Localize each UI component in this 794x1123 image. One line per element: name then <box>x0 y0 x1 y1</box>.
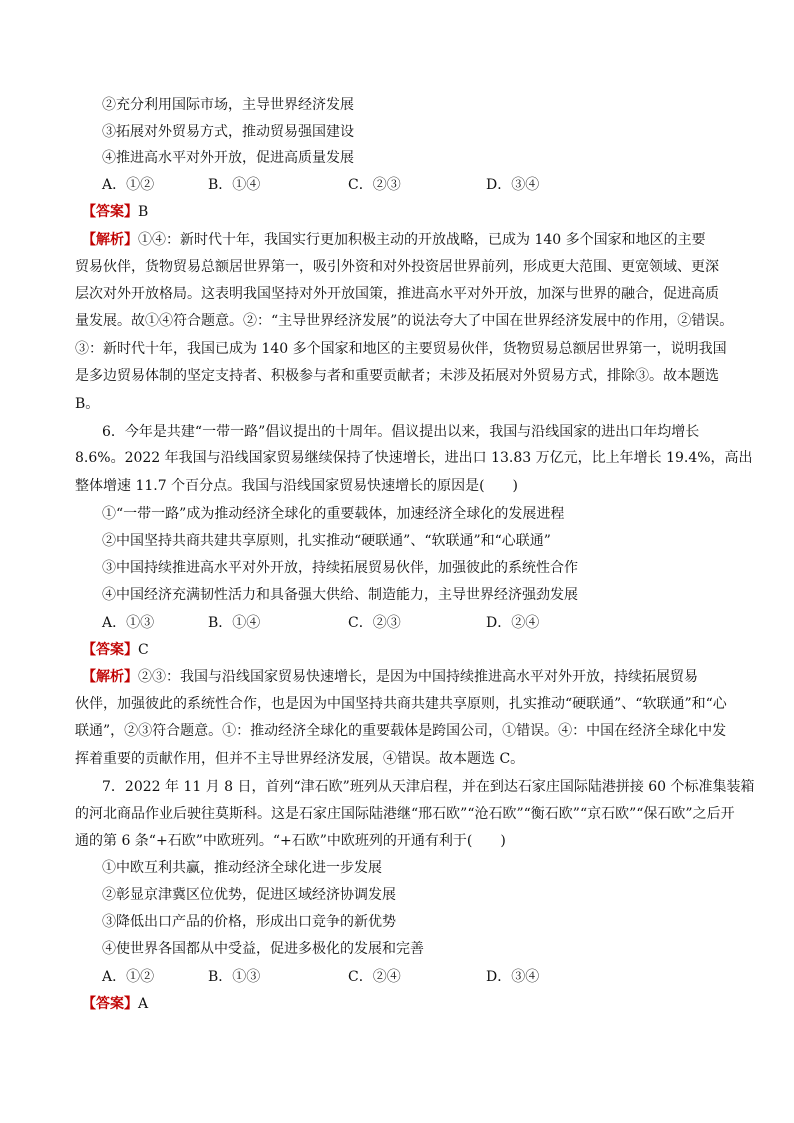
question-stem: 通的第 6 条“+石欧”中欧班列。“+石欧”中欧班列的开通有利于( ) <box>75 833 506 849</box>
option-item: ③中国持续推进高水平对外开放，持续拓展贸易伙伴，加强彼此的系统性合作 <box>102 560 578 576</box>
choice-a: A．①② <box>102 177 155 193</box>
analysis-text: ②③：我国与沿线国家贸易快速增长，是因为中国持续推进高水平对外开放，持续拓展贸易 <box>138 669 698 685</box>
choice-d: D．③④ <box>486 177 540 193</box>
choice-c: C．②④ <box>348 969 401 985</box>
analysis-line: 伙伴，加强彼此的系统性合作，也是因为中国坚持共商共建共享原则，扎实推动“硬联通”、“软联通”和“心 <box>75 696 727 712</box>
choice-d: D．③④ <box>486 969 540 985</box>
choice-a: A．①② <box>102 969 155 985</box>
answer-tag: 【答案】 <box>82 204 138 220</box>
option-item: ①中欧互利共赢，推动经济全球化进一步发展 <box>102 860 382 876</box>
analysis-line: 联通”，②③符合题意。①：推动经济全球化的重要载体是跨国公司，①错误。④：中国在经济全球化中发 <box>75 723 727 739</box>
answer-tag: 【答案】 <box>82 642 138 658</box>
choice-c: C．②③ <box>348 615 401 631</box>
choice-c: C．②③ <box>348 177 401 193</box>
choice-d: D．②④ <box>486 615 540 631</box>
analysis-tag: 【解析】 <box>82 669 138 685</box>
answer-value: C <box>138 642 149 658</box>
question-stem: 6．今年是共建“一带一路”倡议提出的十周年。倡议提出以来，我国与沿线国家的进出口年均增长 <box>102 424 700 440</box>
option-item: ②彰显京津冀区位优势，促进区域经济协调发展 <box>102 887 396 903</box>
option-item: ④推进高水平对外开放，促进高质量发展 <box>102 150 354 166</box>
answer-tag: 【答案】 <box>82 996 138 1012</box>
option-item: ②中国坚持共商共建共享原则，扎实推动“硬联通”、“软联通”和“心联通” <box>102 533 551 549</box>
analysis-line <box>82 230 742 250</box>
analysis-text: ①④：新时代十年，我国实行更加积极主动的开放战略，已成为 140 多个国家和地区的主要 <box>138 232 706 248</box>
option-item: ③拓展对外贸易方式，推动贸易强国建设 <box>102 124 354 140</box>
answer-line <box>82 640 742 660</box>
option-item: ②充分利用国际市场，主导世界经济发展 <box>102 97 354 113</box>
answer-choices <box>102 175 702 195</box>
option-item: ①“一带一路”成为推动经济全球化的重要载体，加速经济全球化的发展进程 <box>102 506 565 522</box>
analysis-line: 贸易伙伴，货物贸易总额居世界第一，吸引外资和对外投资居世界前列，形成更大范围、更宽领域、更深 <box>75 259 719 275</box>
answer-choices <box>102 967 702 987</box>
answer-choices <box>102 613 702 633</box>
analysis-line: 量发展。故①④符合题意。②：“主导世界经济发展”的说法夸大了中国在世界经济发展中的作用，②错误。 <box>75 313 734 329</box>
analysis-tag: 【解析】 <box>82 232 138 248</box>
answer-line <box>82 202 742 222</box>
choice-b: B．①④ <box>208 177 261 193</box>
analysis-line: 是多边贸易体制的坚定支持者、积极参与者和重要贡献者；未涉及拓展对外贸易方式，排除③。故本题选 <box>75 368 719 384</box>
answer-value: B <box>138 204 149 220</box>
analysis-line: 挥着重要的贡献作用，但并不主导世界经济发展，④错误。故本题选 C。 <box>75 751 525 767</box>
question-stem: 整体增速 11.7 个百分点。我国与沿线国家贸易快速增长的原因是( ) <box>75 478 518 494</box>
option-item: ④使世界各国都从中受益，促进多极化的发展和完善 <box>102 941 424 957</box>
choice-a: A．①③ <box>102 615 155 631</box>
analysis-line: 层次对外开放格局。这表明我国坚持对外开放国策，推进高水平对外开放，加深与世界的融合，促进高质 <box>75 286 719 302</box>
option-item: ④中国经济充满韧性活力和具备强大供给、制造能力，主导世界经济强劲发展 <box>102 587 578 603</box>
analysis-line: B。 <box>75 396 100 412</box>
analysis-line: ③：新时代十年，我国已成为 140 多个国家和地区的主要贸易伙伴，货物贸易总额居世界第一，说明我国 <box>75 341 727 357</box>
analysis-line <box>82 667 742 687</box>
choice-b: B．①④ <box>208 615 261 631</box>
option-item: ③降低出口产品的价格，形成出口竞争的新优势 <box>102 914 396 930</box>
answer-line <box>82 994 742 1014</box>
answer-value: A <box>138 996 149 1012</box>
question-stem: 8.6%。2022 年我国与沿线国家贸易继续保持了快速增长，进出口 13.83 万亿元，比上年增长 19.4%，高出 <box>75 450 753 466</box>
choice-b: B．①③ <box>208 969 261 985</box>
question-stem: 7．2022 年 11 月 8 日，首列“津石欧”班列从天津启程，并在到达石家庄国际陆港拼接 60 个标准集装箱 <box>102 779 755 795</box>
question-stem: 的河北商品作业后驶往莫斯科。这是石家庄国际陆港继“邢石欧”“沧石欧”“衡石欧”“京石欧”“保石欧”之后开 <box>75 806 735 822</box>
